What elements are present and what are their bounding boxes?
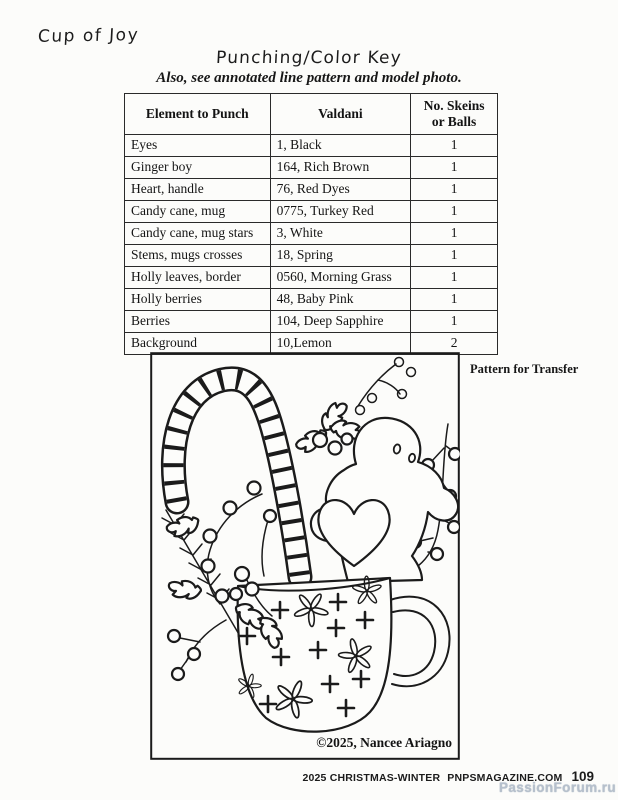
top-right-berry-twig: [356, 358, 416, 415]
cell-valdani: 164, Rich Brown: [270, 157, 411, 179]
footer-site: PNPSMAGAZINE.COM: [447, 772, 563, 784]
cell-valdani: 1, Black: [270, 135, 411, 157]
footer-issue: 2025 CHRISTMAS-WINTER: [302, 772, 441, 784]
table-row: [125, 223, 498, 245]
cell-skeins: 1: [411, 135, 498, 157]
table-row: [125, 245, 498, 267]
cell-element: Eyes: [125, 135, 271, 157]
table-header-row: [125, 94, 498, 135]
cell-skeins: 1: [411, 245, 498, 267]
cell-skeins: 1: [411, 201, 498, 223]
table-row: [125, 157, 498, 179]
cell-valdani: 10,Lemon: [270, 333, 411, 355]
cell-element: Heart, handle: [125, 179, 271, 201]
cell-valdani: 0775, Turkey Red: [270, 201, 411, 223]
pattern-credit: ©2025, Nancee Ariagno: [316, 735, 452, 750]
front-holly: [165, 513, 286, 651]
cell-valdani: 0560, Morning Grass: [270, 267, 411, 289]
cell-element: Holly berries: [125, 289, 271, 311]
cell-skeins: 1: [411, 267, 498, 289]
cell-valdani: 48, Baby Pink: [270, 289, 411, 311]
holly-berry: [342, 434, 353, 445]
holly-berry: [313, 433, 327, 447]
cell-element: Stems, mugs crosses: [125, 245, 271, 267]
cell-skeins: 1: [411, 311, 498, 333]
cell-skeins: 1: [411, 157, 498, 179]
pattern-transfer-label: Pattern for Transfer: [470, 362, 579, 376]
mug-handle: [390, 597, 450, 687]
cell-element: Candy cane, mug: [125, 201, 271, 223]
col-header-skeins: No. Skeins or Balls: [411, 94, 498, 135]
candy-cane: [173, 379, 300, 577]
page-title-script: Cup of Joy: [37, 25, 140, 47]
footer-page-number: 109: [571, 769, 594, 784]
col-header-element: Element to Punch: [125, 94, 271, 135]
color-key-table: [124, 93, 498, 355]
cell-element: Candy cane, mug stars: [125, 223, 271, 245]
cell-element: Berries: [125, 311, 271, 333]
cell-valdani: 104, Deep Sapphire: [270, 311, 411, 333]
col-header-valdani: Valdani: [270, 94, 411, 135]
cell-skeins: 1: [411, 179, 498, 201]
mug: [238, 578, 392, 732]
cell-skeins: 2: [411, 333, 498, 355]
cell-skeins: 1: [411, 223, 498, 245]
cell-valdani: 18, Spring: [270, 245, 411, 267]
table-row: [125, 267, 498, 289]
cell-element: Ginger boy: [125, 157, 271, 179]
watermark: PassionForum.ru: [498, 780, 616, 795]
cell-valdani: 3, White: [270, 223, 411, 245]
holly-berry: [329, 442, 342, 455]
table-row: [125, 201, 498, 223]
table-row: [125, 311, 498, 333]
cell-skeins: 1: [411, 289, 498, 311]
table-row: [125, 135, 498, 157]
section-subtitle: Also, see annotated line pattern and model photo.: [156, 70, 462, 86]
line-art-pattern: [150, 352, 460, 760]
cell-element: Background: [125, 333, 271, 355]
pattern-drawing: [150, 352, 460, 760]
table-row: [125, 179, 498, 201]
cell-valdani: 76, Red Dyes: [270, 179, 411, 201]
bottom-left-berry-stem: [168, 620, 226, 680]
holly-berry: [246, 583, 259, 596]
holly-berry: [230, 588, 242, 600]
holly-berry: [235, 567, 249, 581]
table-row: [125, 289, 498, 311]
section-title: Punching/Color Key: [215, 48, 403, 68]
cell-element: Holly leaves, border: [125, 267, 271, 289]
